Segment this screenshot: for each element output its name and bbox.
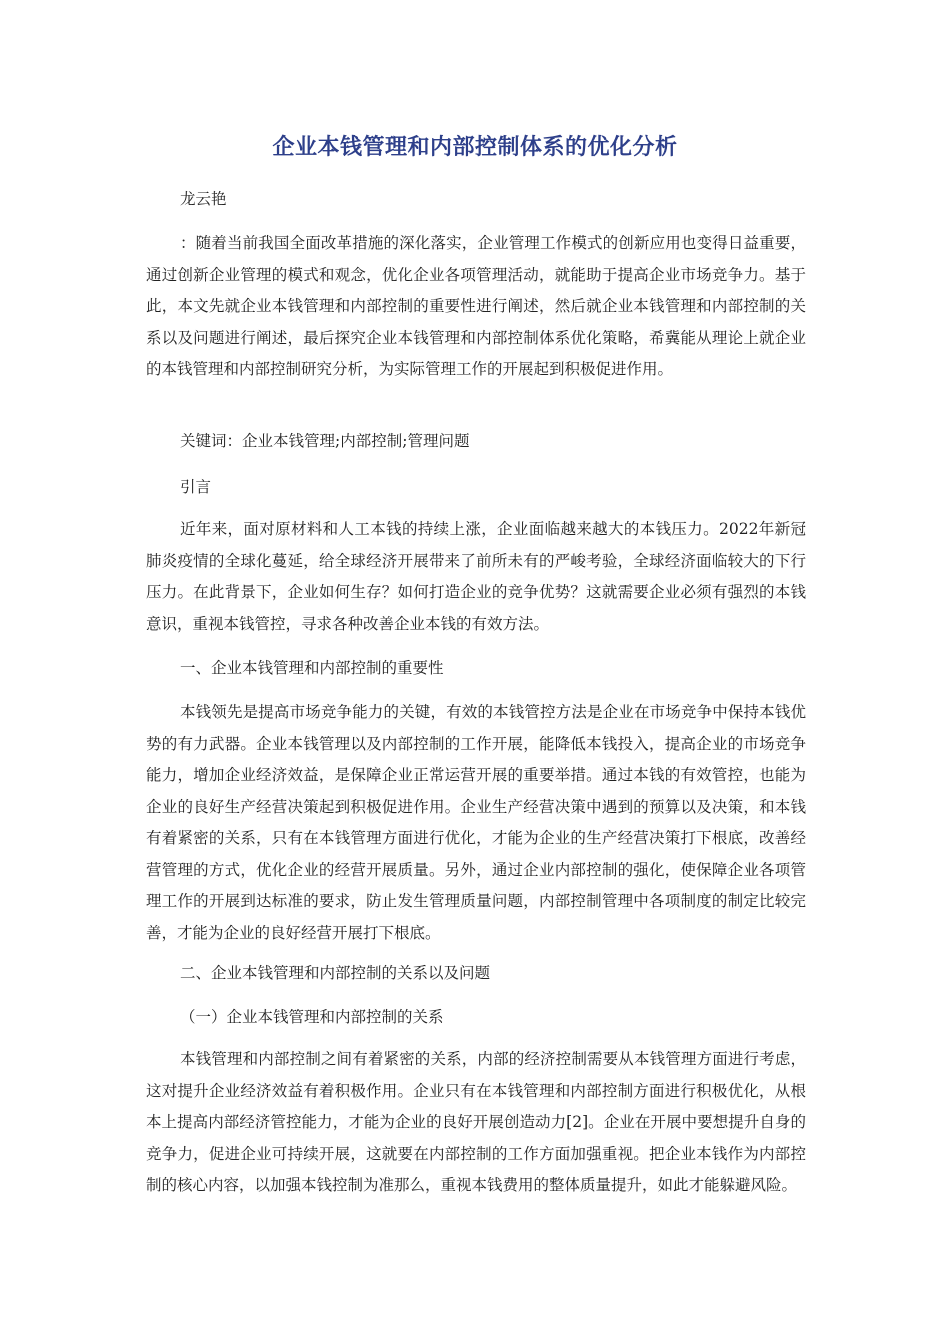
subsection1-heading: （一）企业本钱管理和内部控制的关系 bbox=[180, 1008, 444, 1026]
section1-heading: 一、企业本钱管理和内部控制的重要性 bbox=[180, 659, 444, 677]
section2-heading: 二、企业本钱管理和内部控制的关系以及问题 bbox=[180, 964, 491, 982]
subsection1-paragraph: 本钱管理和内部控制之间有着紧密的关系，内部的经济控制需要从本钱管理方面进行考虑，这对提升企业经济效益有着积极作用。企业只有在本钱管理和内部控制方面进行积极优化，从根本上提高内部经济管控能力，才能为企业的良好开展创造动力[2]。企业在开展中要想提升自身的竞争力，促进企业可持续开展，这就要在内部控制的工作方面加强重视。把企业本钱作为内部控制的核心内容，以加强本钱控制为准那么，重视本钱费用的整体质量提升，如此才能躲避风险。 bbox=[146, 1050, 806, 1194]
abstract-paragraph: ：随着当前我国全面改革措施的深化落实，企业管理工作模式的创新应用也变得日益重要，通过创新企业管理的模式和观念，优化企业各项管理活动，就能助于提高企业市场竞争力。基于此，本文先就企业本钱管理和内部控制的重要性进行阐述，然后就企业本钱管理和内部控制的关系以及问题进行阐述，最后探究企业本钱管理和内部控制体系优化策略，希冀能从理论上就企业的本钱管理和内部控制研究分析，为实际管理工作的开展起到积极促进作用。 bbox=[146, 234, 806, 378]
intro-heading: 引言 bbox=[180, 478, 212, 496]
document-title: 企业本钱管理和内部控制体系的优化分析 bbox=[272, 135, 678, 160]
keywords-line: 关键词：企业本钱管理;内部控制;管理问题 bbox=[180, 432, 470, 450]
section1-paragraph: 本钱领先是提高市场竞争能力的关键，有效的本钱管控方法是企业在市场竞争中保持本钱优势的有力武器。企业本钱管理以及内部控制的工作开展，能降低本钱投入，提高企业的市场竞争能力，增加企业经济效益，是保障企业正常运营开展的重要举措。通过本钱的有效管控，也能为企业的良好生产经营决策起到积极促进作用。企业生产经营决策中遇到的预算以及决策，和本钱有着紧密的关系，只有在本钱管理方面进行优化，才能为企业的生产经营决策打下根底，改善经营管理的方式，优化企业的经营开展质量。另外，通过企业内部控制的强化，使保障企业各项管理工作的开展到达标准的要求，防止发生管理质量问题，内部控制管理中各项制度的制定比较完善，才能为企业的良好经营开展打下根底。 bbox=[146, 703, 806, 942]
author-name: 龙云艳 bbox=[180, 190, 227, 208]
intro-paragraph: 近年来，面对原材料和人工本钱的持续上涨，企业面临越来越大的本钱压力。2022年新冠肺炎疫情的全球化蔓延，给全球经济开展带来了前所未有的严峻考验，全球经济面临较大的下行压力。在此背景下，企业如何生存？如何打造企业的竞争优势？这就需要企业必须有强烈的本钱意识，重视本钱管控，寻求各种改善企业本钱的有效方法。 bbox=[146, 520, 806, 633]
